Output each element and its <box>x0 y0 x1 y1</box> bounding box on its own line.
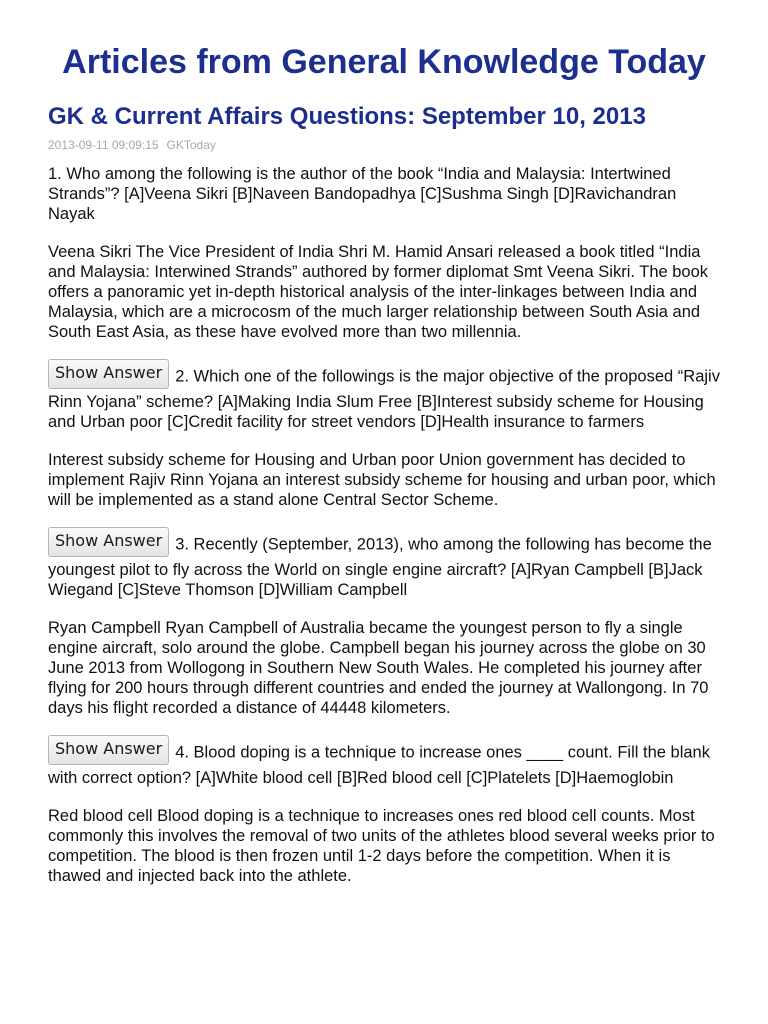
answer-2: Interest subsidy scheme for Housing and Urban poor Union government has decided to implement Rajiv Rinn Yojana an interest subsidy scheme for housing and urban poor, which will be implemented as a stand alone Central Sector Scheme. <box>48 451 716 509</box>
show-answer-button[interactable]: Show Answer <box>48 359 169 389</box>
question-3 <box>48 530 720 600</box>
article-meta <box>48 138 720 152</box>
answer-3: Ryan Campbell Ryan Campbell of Australia became the youngest person to fly a single engine aircraft, solo around the globe. Campbell began his journey across the globe on 30 June 2013 from Wollogong in Southern New South Wales. He completed his journey after flying for 200 hours through different countries and ended the journey at Wallongong. In 70 days his flight recorded a distance of 44448 kilometers. <box>48 619 709 717</box>
article-title: GK & Current Affairs Questions: September 10, 2013 <box>48 103 646 130</box>
question-2 <box>48 362 720 432</box>
question-4-text: 4. Blood doping is a technique to increase ones ____ count. Fill the blank with correct option? [A]White blood cell [B]Red blood cell [C]Platelets [D]Haemoglobin <box>48 743 710 787</box>
answer-1: Veena Sikri The Vice President of India Shri M. Hamid Ansari released a book titled “India and Malaysia: Interwined Strands” authored by former diplomat Smt Veena Sikri. The book offers a panoramic yet in-depth historical analysis of the inter-linkages between India and Malaysia, which are a microcosm of the much larger relationship between South Asia and South East Asia, as these have evolved more than two millennia. <box>48 243 709 341</box>
question-4 <box>48 738 720 788</box>
show-answer-button[interactable]: Show Answer <box>48 735 169 765</box>
show-answer-button[interactable]: Show Answer <box>48 527 169 557</box>
article-date: 2013-09-11 09:09:15 <box>48 138 159 152</box>
article-author: GKToday <box>166 138 216 152</box>
answer-4: Red blood cell Blood doping is a technique to increases ones red blood cell counts. Most commonly this involves the removal of two units of the athletes blood several weeks prior to competition. The blood is then frozen until 1-2 days before the competition. When it is thawed and injected back into the athlete. <box>48 807 715 885</box>
question-3-text: 3. Recently (September, 2013), who among the following has become the youngest pilot to fly across the World on single engine aircraft? [A]Ryan Campbell [B]Jack Wiegand [C]Steve Thomson [D]William Campbell <box>48 535 712 599</box>
question-2-text: 2. Which one of the followings is the major objective of the proposed “Rajiv Rinn Yojana” scheme? [A]Making India Slum Free [B]Interest subsidy scheme for Housing and Urban poor [C]Credit facility for street vendors [D]Health insurance to farmers <box>48 367 720 431</box>
question-1: 1. Who among the following is the author of the book “India and Malaysia: Intertwined Strands”? [A]Veena Sikri [B]Naveen Bandopadhya [C]Sushma Singh [D]Ravichandran Nayak <box>48 165 677 223</box>
site-title: Articles from General Knowledge Today <box>62 43 706 81</box>
